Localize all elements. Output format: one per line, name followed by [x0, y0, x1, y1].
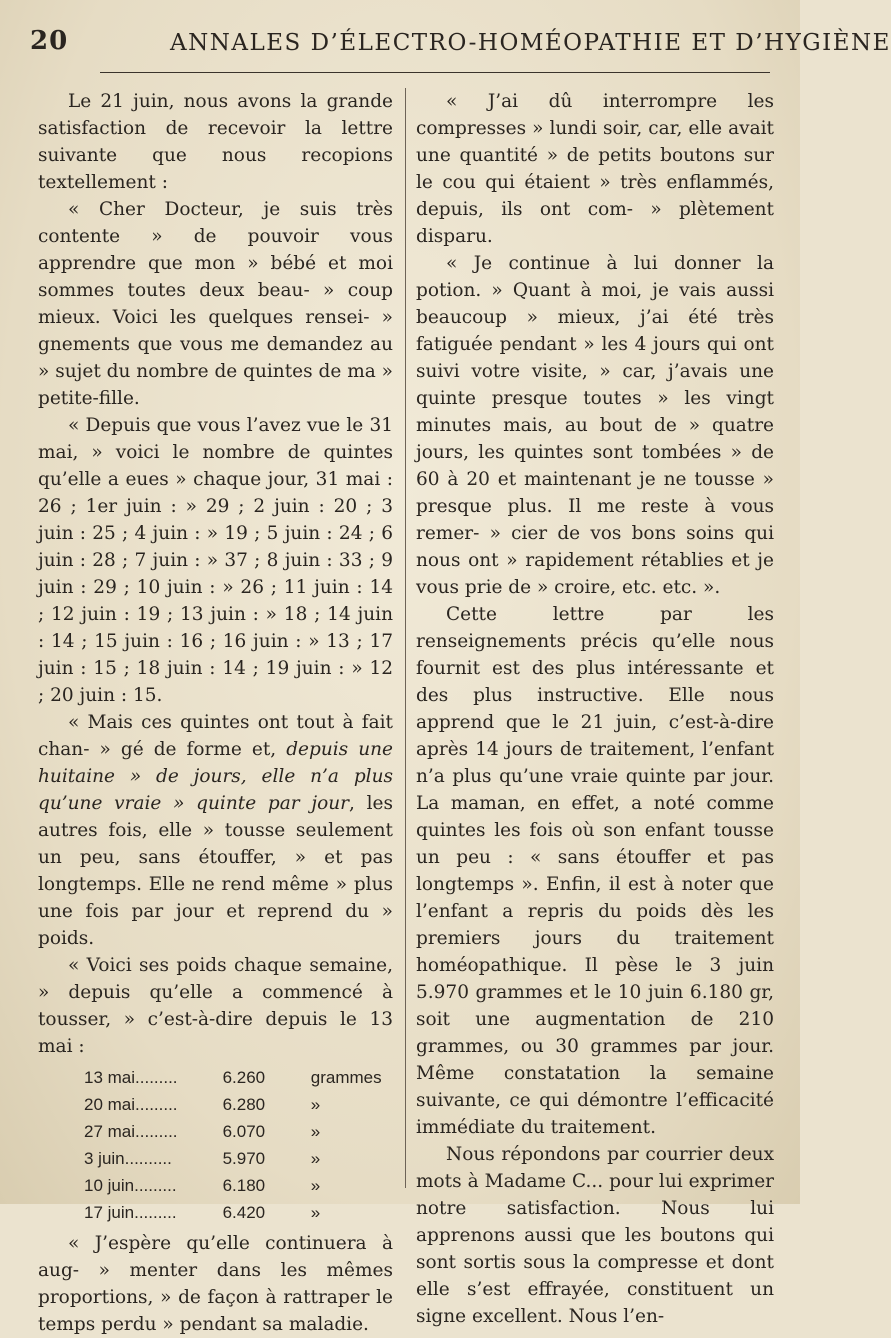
letter-italic-text: depuis une huitaine » de jours, elle n’a plus qu’une vraie » quinte par jour — [38, 739, 393, 814]
weight-unit: » — [310, 1122, 321, 1141]
table-row — [78, 1118, 393, 1145]
weights-table — [78, 1064, 393, 1226]
weight-value: 6.260 — [222, 1068, 266, 1087]
weight-value: 5.970 — [222, 1149, 266, 1168]
page-header — [30, 20, 891, 74]
weight-unit: » — [310, 1149, 321, 1168]
table-row — [78, 1091, 393, 1118]
weight-unit: » — [310, 1176, 321, 1195]
letter-text: , les autres fois, elle » tousse seulement un peu, sans étouffer, » et pas longtemps. Elle ne rend même » plus une fois par jour et reprend du » poids. — [38, 793, 393, 949]
page-number: 20 — [30, 26, 69, 56]
weight-value: 6.180 — [222, 1176, 266, 1195]
table-row — [78, 1199, 393, 1226]
letter-paragraph-1: « Cher Docteur, je suis très contente » de pouvoir vous apprendre que mon » bébé et moi sommes toutes deux beau- » coup mieux. Voici les quelques rensei- » gnements que vous me demandez au » sujet du nombre de quintes de ma » petite-fille. — [38, 199, 393, 409]
letter-paragraph-4: « Voici ses poids chaque semaine, » depuis qu’elle a commencé à tousser, » c’est-à-dire depuis le 13 mai : — [38, 955, 393, 1057]
weight-date: 3 juin.......... — [84, 1149, 172, 1168]
weight-date: 20 mai......... — [84, 1095, 178, 1114]
commentary-paragraph-2: Nous répondons par courrier deux mots à Madame C... pour lui exprimer notre satisfaction. Nous lui apprenons aussi que les boutons qui sont sortis sous la compresse et dont elle s’est effrayée, constituent un signe excellent. Nous l’en- — [416, 1144, 774, 1327]
table-row — [78, 1064, 393, 1091]
header-rule — [100, 72, 770, 73]
intro-paragraph: Le 21 juin, nous avons la grande satisfaction de recevoir la lettre suivante que nous recopions textellement : — [38, 91, 393, 193]
running-title: ANNALES D’ÉLECTRO-HOMÉOPATHIE ET D’HYGIÈNE — [170, 30, 891, 56]
right-column — [416, 88, 774, 1330]
column-divider — [405, 88, 406, 1188]
table-row — [78, 1145, 393, 1172]
weight-date: 13 mai......... — [84, 1068, 178, 1087]
weight-value: 6.070 — [222, 1122, 266, 1141]
weight-unit: » — [310, 1203, 321, 1222]
weight-date: 17 juin......... — [84, 1203, 177, 1222]
weight-date: 10 juin......... — [84, 1176, 177, 1195]
letter-paragraph-5: « J’espère qu’elle continuera à aug- » menter dans les mêmes proportions, » de façon à rattraper le temps perdu » pendant sa maladie. — [38, 1233, 393, 1335]
commentary-paragraph-1: Cette lettre par les renseignements précis qu’elle nous fournit est des plus intéressante et des plus instructive. Elle nous apprend que le 21 juin, c’est-à-dire après 14 jours de traitement, l’enfant n’a plus qu’une vraie quinte par jour. La maman, en effet, a noté comme quintes les fois où son enfant tousse un peu : « sans étouffer et pas longtemps ». Enfin, il est à noter que l’enfant a repris du poids dès les premiers jours du traitement homéopathique. Il pèse le 3 juin 5.970 grammes et le 10 juin 6.180 gr, soit une augmentation de 210 grammes, ou 30 grammes par jour. Même constatation la semaine suivante, ce qui démontre l’efficacité immédiate du traitement. — [416, 604, 774, 1138]
weight-value: 6.420 — [222, 1203, 266, 1222]
letter-paragraph-6: « J’ai dû interrompre les compresses » lundi soir, car, elle avait une quantité » de petits boutons sur le cou qui étaient » très enflammés, depuis, ils ont com- » plètement disparu. — [416, 91, 774, 247]
letter-paragraph-7: « Je continue à lui donner la potion. » Quant à moi, je vais aussi beaucoup » mieux, j’ai été très fatiguée pendant » les 4 jours qui ont suivi votre visite, » car, j’avais une quinte presque toutes » les vingt minutes mais, au bout de » quatre jours, les quintes sont tombées » de 60 à 20 et maintenant je ne tousse » presque plus. Il me reste à vous remer- » cier de vos bons soins qui nous ont » rapidement rétablies et je vous prie de » croire, etc. etc. ». — [416, 253, 774, 598]
table-row — [78, 1172, 393, 1199]
weight-unit: grammes — [310, 1068, 382, 1087]
weight-date: 27 mai......... — [84, 1122, 178, 1141]
left-column — [38, 88, 393, 1338]
letter-paragraph-2: « Depuis que vous l’avez vue le 31 mai, » voici le nombre de quintes qu’elle a eues » chaque jour, 31 mai : 26 ; 1er juin : » 29 ; 2 juin : 20 ; 3 juin : 25 ; 4 juin : » 19 ; 5 juin : 24 ; 6 juin : 28 ; 7 juin : » 37 ; 8 juin : 33 ; 9 juin : 29 ; 10 juin : » 26 ; 11 juin : 14 ; 12 juin : 19 ; 13 juin : » 18 ; 14 juin : 14 ; 15 juin : 16 ; 16 juin : » 13 ; 17 juin : 15 ; 18 juin : 14 ; 19 juin : » 12 ; 20 juin : 15. — [38, 415, 393, 706]
weight-unit: » — [310, 1095, 321, 1114]
letter-text: « Mais ces quintes ont tout à fait chan- » gé de forme et, — [38, 712, 393, 760]
letter-paragraph-3 — [38, 709, 393, 952]
weight-value: 6.280 — [222, 1095, 266, 1114]
